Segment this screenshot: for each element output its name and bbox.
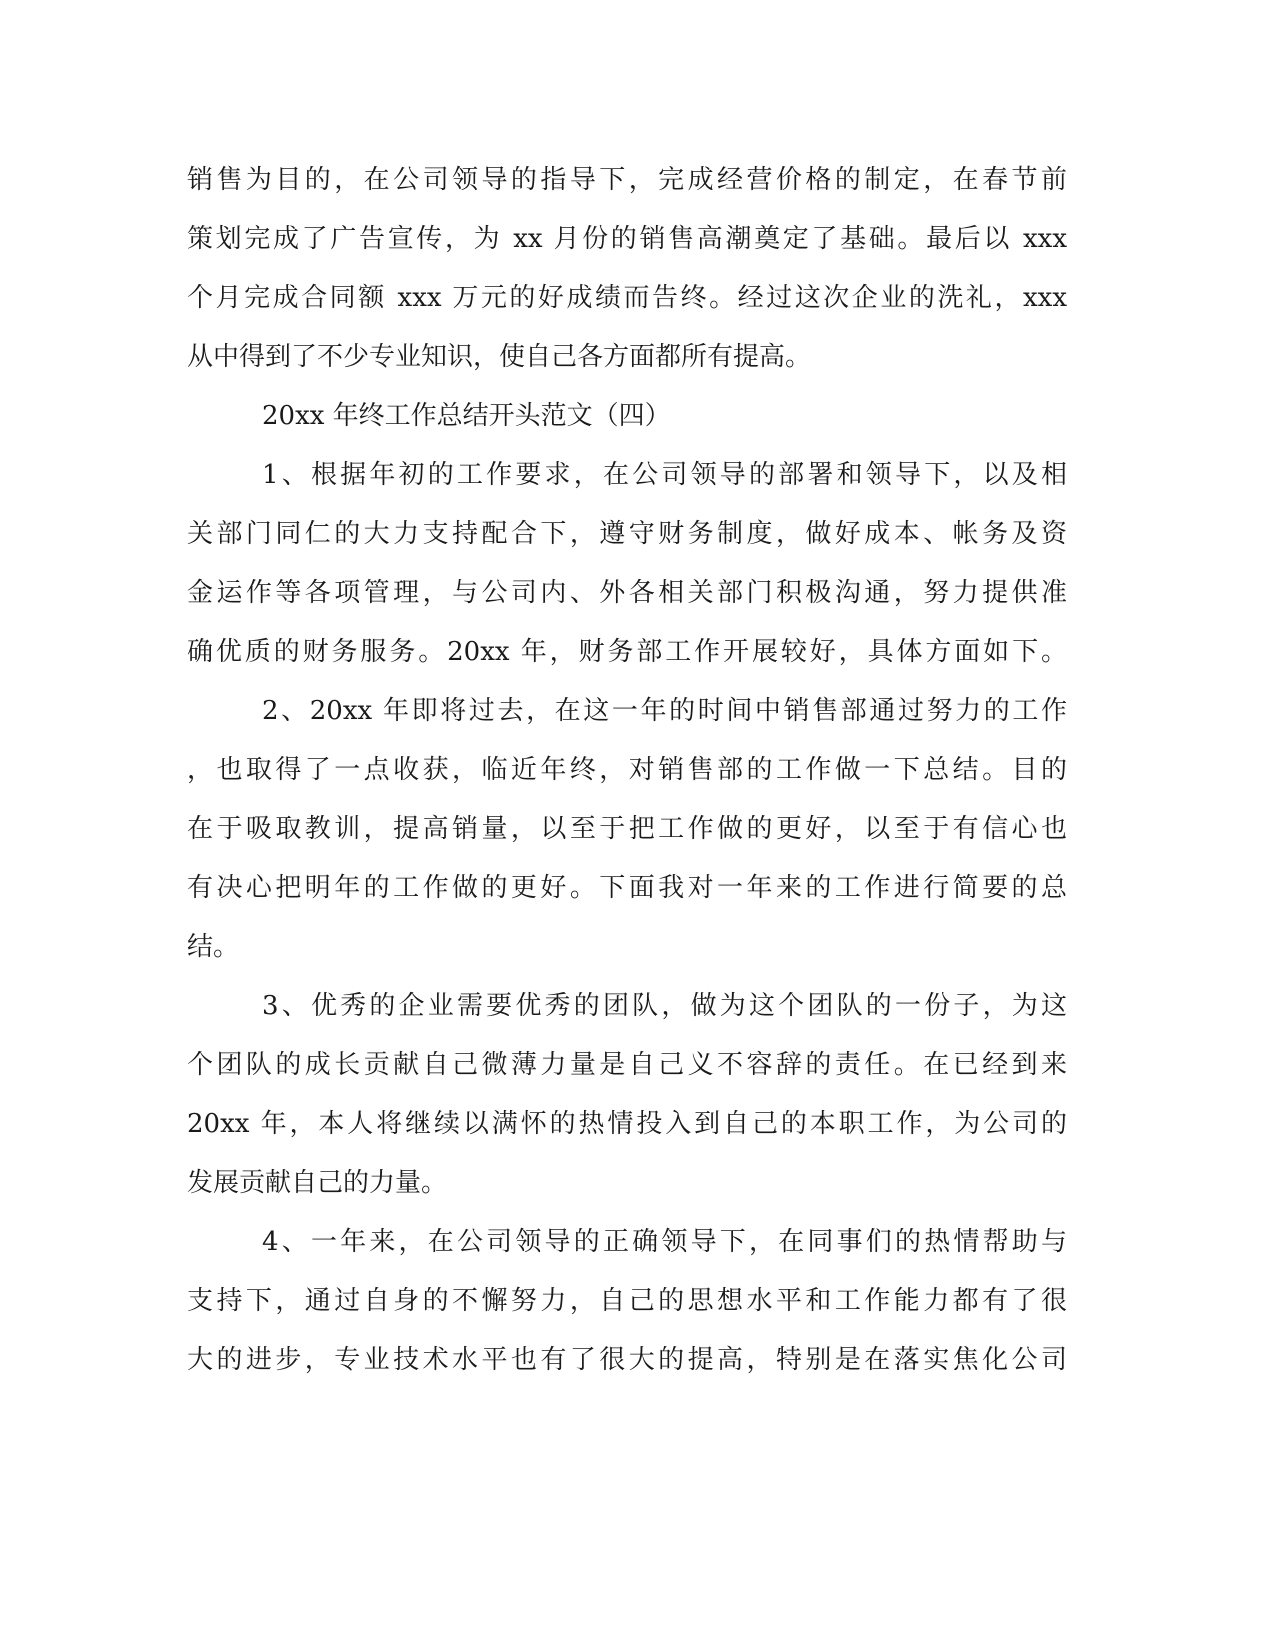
body-text-line: 确优质的财务服务。20xx 年，财务部工作开展较好，具体方面如下。 — [187, 637, 1067, 667]
body-text-line: 2、20xx 年即将过去，在这一年的时间中销售部通过努力的工作 — [262, 696, 1067, 726]
body-text-line: 4、一年来，在公司领导的正确领导下，在同事们的热情帮助与 — [262, 1227, 1067, 1257]
body-text-line: 个团队的成长贡献自己微薄力量是自己义不容辞的责任。在已经到来 — [187, 1050, 1067, 1080]
section-heading: 20xx 年终工作总结开头范文（四） — [262, 401, 671, 431]
body-text-line: 支持下，通过自身的不懈努力，自己的思想水平和工作能力都有了很 — [187, 1286, 1067, 1316]
body-text-line: 从中得到了不少专业知识，使自己各方面都所有提高。 — [187, 342, 812, 372]
body-text-line: ，也取得了一点收获，临近年终，对销售部的工作做一下总结。目的 — [187, 755, 1067, 785]
body-text-line: 1、根据年初的工作要求，在公司领导的部署和领导下，以及相 — [262, 460, 1067, 490]
body-text-line: 有决心把明年的工作做的更好。下面我对一年来的工作进行简要的总 — [187, 873, 1067, 903]
body-text-line: 结。 — [187, 932, 240, 962]
body-text-line: 策划完成了广告宣传，为 xx 月份的销售高潮奠定了基础。最后以 xxx — [187, 224, 1067, 254]
body-text-line: 个月完成合同额 xxx 万元的好成绩而告终。经过这次企业的洗礼，xxx — [187, 283, 1067, 313]
body-text-line: 关部门同仁的大力支持配合下，遵守财务制度，做好成本、帐务及资 — [187, 519, 1067, 549]
body-text-line: 大的进步，专业技术水平也有了很大的提高，特别是在落实焦化公司 — [187, 1345, 1067, 1375]
body-text-line: 金运作等各项管理，与公司内、外各相关部门积极沟通，努力提供准 — [187, 578, 1067, 608]
body-text-line: 在于吸取教训，提高销量，以至于把工作做的更好，以至于有信心也 — [187, 814, 1067, 844]
body-text-line: 销售为目的，在公司领导的指导下，完成经营价格的制定，在春节前 — [187, 165, 1067, 195]
body-text-line: 发展贡献自己的力量。 — [187, 1168, 448, 1198]
body-text-line: 20xx 年，本人将继续以满怀的热情投入到自己的本职工作，为公司的 — [187, 1109, 1067, 1139]
body-text-line: 3、优秀的企业需要优秀的团队，做为这个团队的一份子，为这 — [262, 991, 1067, 1021]
